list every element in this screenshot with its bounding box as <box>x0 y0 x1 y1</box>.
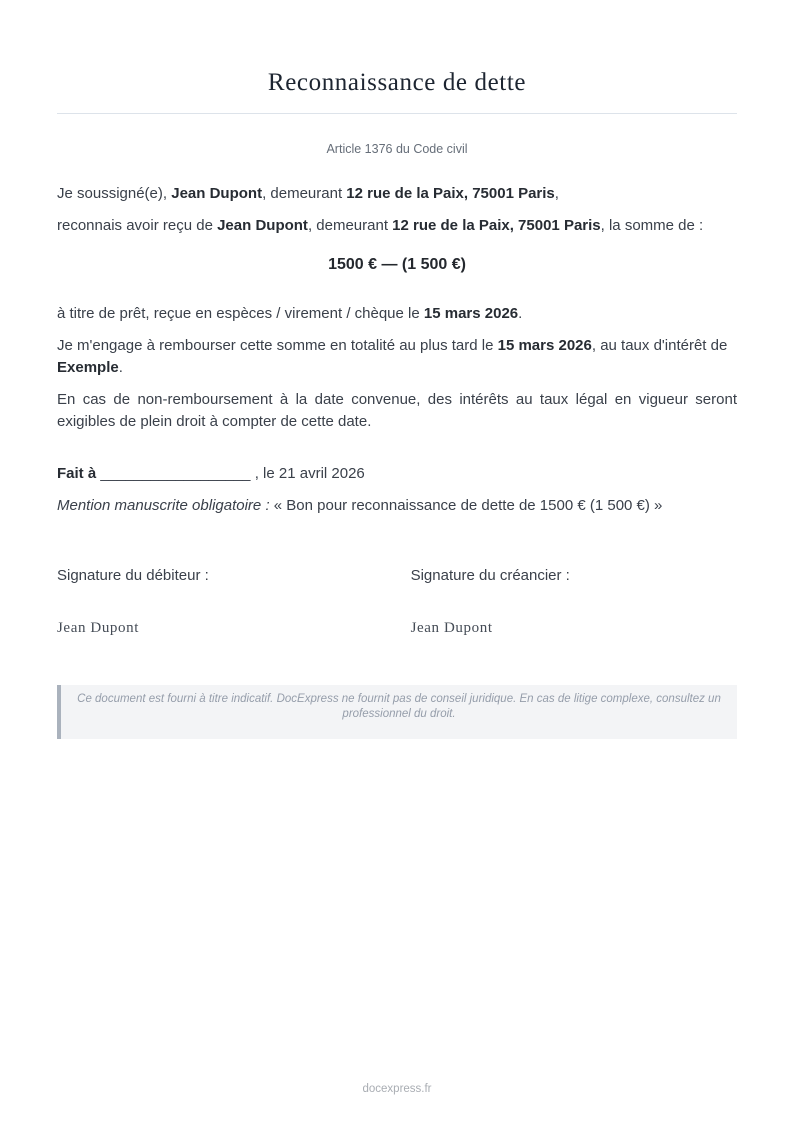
received-text: , la somme de : <box>600 217 704 234</box>
creditor-address: 12 rue de la Paix, 75001 Paris <box>392 217 601 234</box>
loan-type-text: . <box>518 305 523 322</box>
repayment-text: Je m'engage à rembourser cette somme en totalité au plus tard le <box>57 337 498 354</box>
debtor-name: Jean Dupont <box>171 185 263 202</box>
intro-text: Je soussigné(e), <box>57 185 172 202</box>
debtor-signature-label: Signature du débiteur : <box>57 567 209 584</box>
paragraph-default-interest: En cas de non-remboursement à la date convenue, des intérêts au taux légal en vigueur seront exigibles de plein droit à compter de cette date. <box>57 391 737 430</box>
disclaimer-box <box>57 685 737 739</box>
interest-rate: Exemple <box>57 359 119 376</box>
document-body <box>57 183 737 739</box>
received-text: , demeurant <box>307 217 393 234</box>
signature-section <box>57 565 737 649</box>
creditor-signature-label: Signature du créancier : <box>410 567 570 584</box>
loan-type-text: à titre de prêt, reçue en espèces / virement / chèque le <box>57 305 424 322</box>
handwritten-mention-line <box>57 495 737 517</box>
intro-text: , demeurant <box>262 185 347 202</box>
intro-text: , <box>554 185 559 202</box>
repayment-text: , au taux d'intérêt de <box>591 337 728 354</box>
signed-at-date: , le 21 avril 2026 <box>250 465 365 482</box>
disclaimer-text: Ce document est fourni à titre indicatif. DocExpress ne fournit pas de conseil juridique. En cas de litige complexe, consultez un professionnel du droit. <box>77 693 721 720</box>
creditor-name: Jean Dupont <box>217 217 308 234</box>
paragraph-loan-type <box>57 303 737 325</box>
page-footer <box>0 1083 794 1095</box>
mention-text: « Bon pour reconnaissance de dette de 1500 € (1 500 €) » <box>269 497 663 514</box>
signed-at-label: Fait à <box>57 465 101 482</box>
signed-at-blank: __________________ <box>100 465 251 482</box>
debtor-signature-name: Jean Dupont <box>57 620 140 636</box>
repayment-text: . <box>118 359 123 376</box>
footer-site-name: docexpress.fr <box>362 1083 432 1095</box>
repayment-deadline: 15 mars 2026 <box>497 337 592 354</box>
receipt-date: 15 mars 2026 <box>423 305 519 322</box>
amount-line: 1500 € — (1 500 €) <box>328 256 466 273</box>
signed-at-line <box>57 463 737 485</box>
debtor-signature-block <box>57 565 411 649</box>
received-text: reconnais avoir reçu de <box>57 217 218 234</box>
debtor-address: 12 rue de la Paix, 75001 Paris <box>346 185 555 202</box>
paragraph-intro <box>57 183 737 205</box>
mention-label: Mention manuscrite obligatoire : <box>57 497 270 514</box>
paragraph-repayment <box>57 335 737 379</box>
legal-reference-subtitle: Article 1376 du Code civil <box>326 142 468 156</box>
creditor-signature-block <box>411 565 737 649</box>
page-title: Reconnaissance de dette <box>57 68 737 114</box>
creditor-signature-name: Jean Dupont <box>410 620 493 636</box>
paragraph-received <box>57 215 737 237</box>
